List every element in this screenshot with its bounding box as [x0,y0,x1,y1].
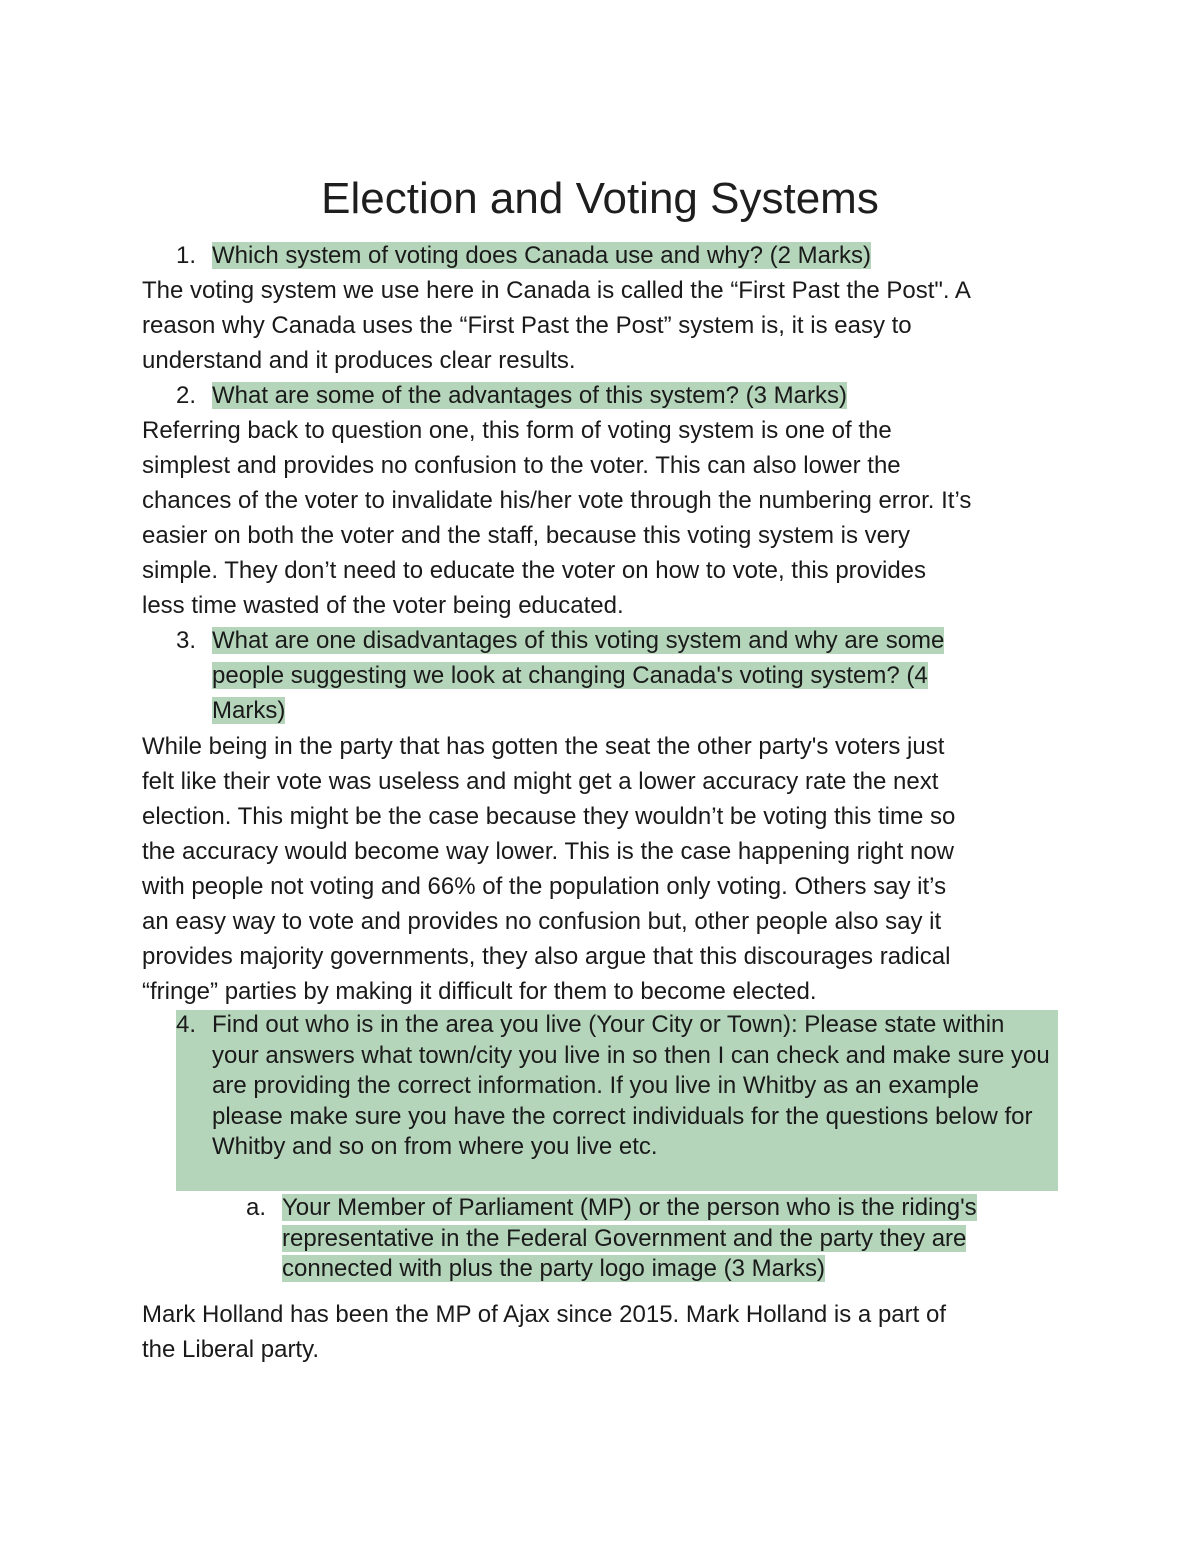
question-1 [176,238,1036,273]
question-number: 4. [176,1011,197,1038]
question-4 [176,1010,1056,1163]
answer-1: The voting system we use here in Canada is called the “First Past the Post". A reason why Canada uses the “First Past the Post” system is, it is easy to understand and it produces clear results. [142,277,971,374]
question-2 [176,378,1036,413]
page-title: Election and Voting Systems [321,174,879,224]
subquestion-label: a. [246,1194,267,1221]
answer-2: Referring back to question one, this form of voting system is one of the simplest and provides no confusion to the voter. This can also lower the chances of the voter to invalidate his/her vote through the numbering error. It’s easier on both the voter and the staff, because this voting system is very simple. They don’t need to educate the voter on how to vote, this provides less time wasted of the voter being educated. [142,417,972,619]
question-text: What are one disadvantages of this voting system and why are some people suggesting we look at changing Canada's voting system? (4 Marks) [212,627,945,724]
subquestion-text: Your Member of Parliament (MP) or the person who is the riding's representative in the Federal Government and the party they are connected with plus the party logo image (3 Marks) [282,1194,977,1282]
question-text: Find out who is in the area you live (Your City or Town): Please state within your answers what town/city you live in so then I can check and make sure you are providing the correct information. If you live in Whitby as an example please make sure you have the correct individuals for the questions below for Whitby and so on from where you live etc. [212,1011,1050,1160]
question-text: What are some of the advantages of this system? (3 Marks) [212,382,847,409]
question-text: Which system of voting does Canada use and why? (2 Marks) [212,242,871,269]
question-number: 2. [176,382,197,409]
question-number: 1. [176,242,197,269]
question-4a [246,1193,1056,1285]
question-3 [176,623,1006,728]
question-number: 3. [176,627,197,654]
answer-4a: Mark Holland has been the MP of Ajax since 2015. Mark Holland is a part of the Liberal party. [142,1301,946,1363]
answer-3: While being in the party that has gotten the seat the other party's voters just felt like their vote was useless and might get a lower accuracy rate the next election. This might be the case because they wouldn’t be voting this time so the accuracy would become way lower. This is the case happening right now with people not voting and 66% of the population only voting. Others say it’s an easy way to vote and provides no confusion but, other people also say it provides majority governments, they also argue that this discourages radical “fringe” parties by making it difficult for them to become elected. [142,733,956,1005]
